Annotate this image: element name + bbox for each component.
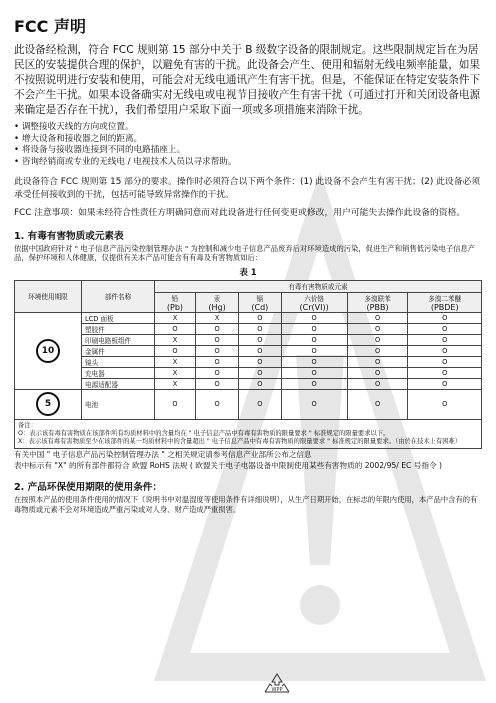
section2-text: 在按照本产品的使用条件使用的情况下（说明书中对温湿度等使用条件有详细说明），从生产日期开始，在标志的年限内使用，本产品中含有的有毒物质或元素不会对环境造成严重污染或对人身、财产造成严重损害。 xyxy=(14,495,478,514)
mark-cell: O xyxy=(408,378,482,389)
mark-cell: O xyxy=(239,323,281,334)
env-period-badge-icon: 10 xyxy=(36,339,60,363)
mark-cell: O xyxy=(195,378,238,389)
part-name-cell: 电源适配器 xyxy=(82,378,155,389)
note-x: X：表示该有毒有害物质至少在该部件的某一均质材料中的含量超出 " 电子信息产品中有毒有害物质的限量要求 " 标准规定的限量要求。（由於在技术上有困难） xyxy=(18,438,462,446)
substance-header xyxy=(155,292,196,312)
mark-cell: O xyxy=(281,345,347,356)
mark-cell: O xyxy=(281,356,347,367)
mark-cell: O xyxy=(347,334,408,345)
list-item: • 将设备与接收器连接到不同的电路插座上。 xyxy=(14,145,482,157)
mark-cell: O xyxy=(347,378,408,389)
mark-cell: O xyxy=(155,345,196,356)
substance-name: 铅 xyxy=(171,294,179,303)
substance-symbol: (Pb) xyxy=(166,302,184,312)
env-period-cell xyxy=(15,389,82,419)
page-title: FCC 声明 xyxy=(14,17,86,36)
section1-heading: 1. 有毒有害物质或元素表 xyxy=(14,230,124,242)
substance-header xyxy=(239,292,281,312)
mark-cell: O xyxy=(281,323,347,334)
substance-name: 多溴联苯 xyxy=(364,294,391,303)
notes-title: 备注： xyxy=(18,421,37,429)
part-name-cell: 金属件 xyxy=(82,345,155,356)
regulation-reference: 有关中国 " 电子信息产品污染控制管理办法 " 之相关规定请参考信息产业部所公布之信息 xyxy=(14,450,312,460)
table-row xyxy=(15,356,482,367)
table-row xyxy=(15,323,482,334)
part-name-cell: 塑胶件 xyxy=(82,323,155,334)
compliance-text: 此设备符合 FCC 规则第 15 部分的要求。操作时必须符合以下两个条件：(1) 此设备不会产生有害干扰；(2) 此设备必须承受任何接收到的干扰，包括可能导致异常操作的干扰。 xyxy=(14,177,481,200)
substance-header xyxy=(408,292,482,312)
mark-cell: O xyxy=(408,312,482,323)
table-notes xyxy=(15,419,482,449)
table-row xyxy=(15,345,482,356)
table-body xyxy=(15,312,482,449)
substance-header xyxy=(281,292,347,312)
mark-cell: O xyxy=(347,312,408,323)
env-period-cell xyxy=(15,312,82,389)
mark-cell: X xyxy=(155,356,196,367)
mark-cell: O xyxy=(239,312,281,323)
mark-cell: O xyxy=(347,389,408,419)
hazardous-substance-table xyxy=(14,280,482,450)
mark-cell: O xyxy=(239,356,281,367)
mark-cell: X xyxy=(155,367,196,378)
fcc-intro: 此设备经检测，符合 FCC 规则第 15 部分中关于 B 级数字设备的限制规定。这些限制规定旨在为居民区的安装提供合理的保护，以避免有害的干扰。此设备会产生、使用和辐射无线电频率能量，如果不按照说明进行安装和使用，可能会对无线电通讯产生有害干扰。但是，不能保证在特定安装条件下不会产生干扰。如果本设备确实对无线电或电视节目接收产生有害干扰（可通过打开和关闭设备电源来确定是否存在干扰），我们希望用户采取下面一项或多项措施来消除干扰。 xyxy=(14,44,481,116)
table-row xyxy=(15,367,482,378)
mark-cell: O xyxy=(239,334,281,345)
mark-cell: O xyxy=(281,312,347,323)
mark-cell: O xyxy=(195,356,238,367)
mark-cell: O xyxy=(408,356,482,367)
mark-cell: O xyxy=(239,345,281,356)
mark-cell: O xyxy=(347,356,408,367)
measure-list xyxy=(14,122,482,168)
mark-cell: O xyxy=(195,367,238,378)
substance-header xyxy=(195,292,238,312)
rohs-statement: 表中标示有 "X" 的所有部件都符合 欧盟 RoHS 法规 ( 欧盟关于电子电器设备中限制使用某些有害物质的 2002/95/ EC 号指令 ) xyxy=(14,461,442,471)
mark-cell: X xyxy=(155,378,196,389)
mark-cell: O xyxy=(281,378,347,389)
part-name-cell: 电池 xyxy=(82,389,155,419)
mark-cell: O xyxy=(195,323,238,334)
mark-cell: O xyxy=(281,334,347,345)
substance-name: 六价铬 xyxy=(304,294,325,303)
mark-cell: O xyxy=(408,345,482,356)
mark-cell: O xyxy=(408,389,482,419)
part-name-cell: LCD 面板 xyxy=(82,312,155,323)
substance-symbol: (Cd) xyxy=(251,302,269,312)
mark-cell: O xyxy=(239,389,281,419)
table-row xyxy=(15,334,482,345)
substance-symbol: (Hg) xyxy=(208,302,226,312)
header-substances-group: 有毒有害物质或元素 xyxy=(155,280,482,292)
mark-cell: O xyxy=(408,323,482,334)
mark-cell: O xyxy=(155,323,196,334)
env-period-badge-icon: 5 xyxy=(36,392,60,416)
mark-cell: O xyxy=(347,367,408,378)
part-name-cell: 充电器 xyxy=(82,367,155,378)
list-item: • 咨询经销商或专业的无线电 / 电视技术人员以寻求帮助。 xyxy=(14,157,482,169)
note-o: O：表示该有毒有害物质在该部件所有均质材料中的含量均在 " 电子信息产品中有毒有害物质的限量要求 " 标准规定的限量要求以下。 xyxy=(18,429,390,437)
table-caption: 表 1 xyxy=(239,266,257,277)
mark-cell: O xyxy=(195,389,238,419)
table-row xyxy=(15,389,482,419)
mark-cell: O xyxy=(155,389,196,419)
mark-cell: O xyxy=(281,367,347,378)
part-name-cell: 印刷电路板组件 xyxy=(82,334,155,345)
section1-text: 依据中国政府针对 " 电子信息产品污染控制管理办法 " 为控制和减少电子信息产品废弃后对环境造成的污染，促进生产和销售低污染电子信息产品，保护环境和人体健康，仅提供有关本产品可能含有有毒及有害物质如后： xyxy=(14,243,476,262)
recycle-wpp-icon xyxy=(260,672,294,696)
mark-cell: O xyxy=(408,334,482,345)
mark-cell: X xyxy=(155,334,196,345)
substance-symbol: (Cr(VI)) xyxy=(299,302,329,312)
mark-cell: O xyxy=(281,389,347,419)
list-item: • 增大设备和接收器之间的距离。 xyxy=(14,134,482,146)
header-env-period: 环境使用期限 xyxy=(15,280,82,312)
substance-name: 汞 xyxy=(213,294,221,303)
section2-heading: 2. 产品环保使用期限的使用条件： xyxy=(14,482,162,494)
mark-cell: O xyxy=(195,334,238,345)
substance-name: 多溴二苯醚 xyxy=(428,294,462,303)
mark-cell: O xyxy=(239,378,281,389)
table-row xyxy=(15,378,482,389)
mark-cell: O xyxy=(347,323,408,334)
wpp-label: WPP xyxy=(271,687,283,693)
header-part-name: 部件名称 xyxy=(82,280,155,312)
substance-header xyxy=(347,292,408,312)
fcc-caution: FCC 注意事项：如果未经符合性责任方明确同意而对此设备进行任何变更或修改，用户可能失去操作此设备的资格。 xyxy=(14,208,466,218)
mark-cell: O xyxy=(195,345,238,356)
mark-cell: X xyxy=(195,312,238,323)
substance-symbol: (PBB) xyxy=(366,302,389,312)
page-content xyxy=(14,14,482,514)
substance-symbol: (PBDE) xyxy=(430,302,459,312)
substance-name: 镉 xyxy=(256,294,264,303)
mark-cell: O xyxy=(408,367,482,378)
mark-cell: O xyxy=(239,367,281,378)
list-item: • 调整接收天线的方向或位置。 xyxy=(14,122,482,134)
table-row xyxy=(15,312,482,323)
mark-cell: X xyxy=(155,312,196,323)
part-name-cell: 镜头 xyxy=(82,356,155,367)
mark-cell: O xyxy=(347,345,408,356)
